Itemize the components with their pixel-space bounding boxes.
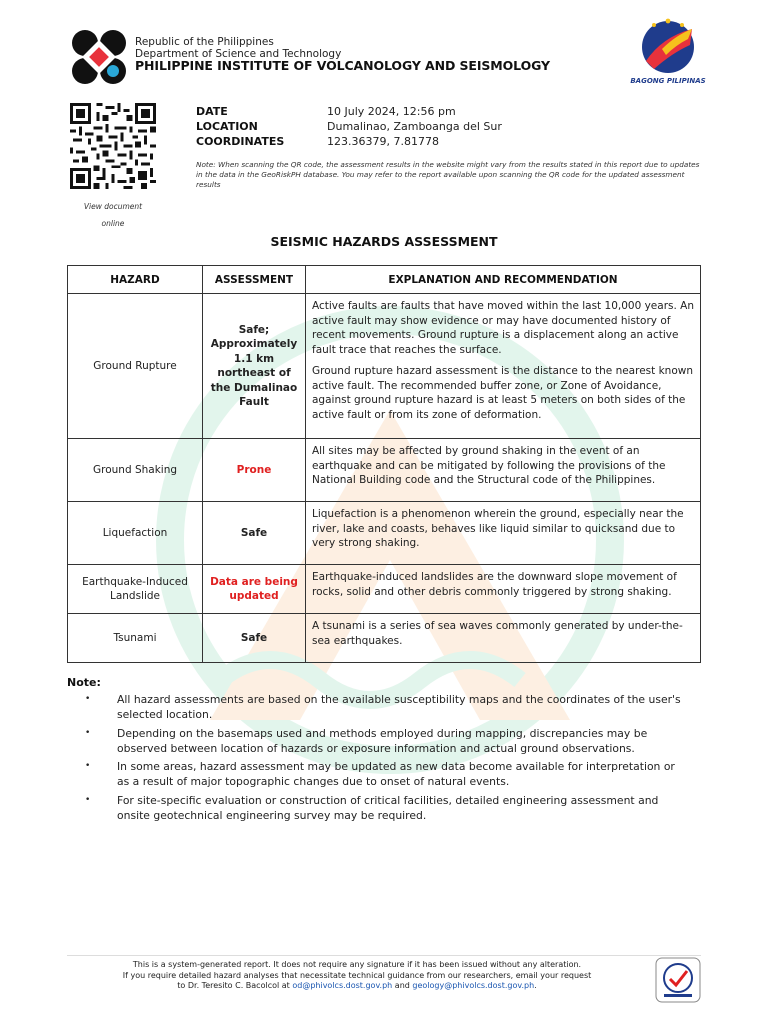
- list-item: [85, 692, 685, 722]
- footer-line3-mid: and: [392, 981, 413, 990]
- note-text: For site-specific evaluation or construction of critical facilities, detailed engineering assessment and onsite geotechnical engineering survey may be required.: [117, 793, 659, 822]
- footer-line3-prefix: to Dr. Teresito C. Bacolcol at: [177, 981, 293, 990]
- explanation-cell: [306, 565, 701, 614]
- agency-department: Department of Science and Technology: [135, 48, 342, 60]
- explanation-paragraph: All sites may be affected by ground shaking in the event of an earthquake and can be mitigated by following the provisions of the National Building code and the Structural code of the Philippines.: [312, 445, 666, 486]
- bullet-icon: •: [85, 694, 91, 704]
- table-row: [68, 439, 701, 502]
- footer-line1: This is a system-generated report. It does not require any signature if it has been issued without any alteration.: [132, 960, 582, 969]
- table-row: [68, 502, 701, 565]
- email-link-geology[interactable]: geology@phivolcs.dost.gov.ph: [412, 981, 535, 990]
- hazards-table: [67, 265, 701, 663]
- explanation-paragraph: Ground rupture hazard assessment is the distance to the nearest known active fault. The recommended buffer zone, or Zone of Avoidance, against ground rupture hazard is at least 5 meters on both sides of the active fault or from its zone of deformation.: [312, 365, 693, 421]
- table-row: [68, 614, 701, 663]
- assessment-cell: Safe: [203, 614, 306, 663]
- assessment-cell: Safe; Approximately 1.1 km northeast of the Dumalinao Fault: [203, 294, 306, 439]
- meta-date-row: [196, 104, 502, 119]
- agency-name: PHILIPPINE INSTITUTE OF VOLCANOLOGY AND SEISMOLOGY: [135, 58, 550, 73]
- explanation-cell: [306, 502, 701, 565]
- note-text: In some areas, hazard assessment may be updated as new data become available for interpretation or as a result of major topographic changes due to onset of natural events.: [117, 760, 675, 788]
- table-row: [68, 565, 701, 614]
- list-item: [85, 726, 685, 756]
- bullet-icon: •: [85, 761, 91, 771]
- explanation-paragraph: A tsunami is a series of sea waves commonly generated by under-the-sea earthquakes.: [312, 620, 683, 647]
- explanation-paragraph: Active faults are faults that have moved within the last 10,000 years. An active fault may show evidence or may have documented history of recent movements. Ground rupture is a displacement along an active fault trace that reaches the surface.: [312, 300, 694, 356]
- meta-location-row: [196, 119, 502, 134]
- explanation-cell: [306, 614, 701, 663]
- explanation-paragraph: Liquefaction is a phenomenon wherein the ground, especially near the river, lake and coasts, behaves like liquid similar to quicksand due to very strong shaking.: [312, 508, 684, 549]
- meta-location-value: Dumalinao, Zamboanga del Sur: [327, 120, 502, 133]
- table-header-row: [68, 266, 701, 294]
- meta-date-value: 10 July 2024, 12:56 pm: [327, 105, 456, 118]
- meta-date-label: DATE: [196, 105, 228, 118]
- qr-caption: [68, 198, 158, 232]
- hazard-cell: Ground Shaking: [68, 439, 203, 502]
- assessment-cell: Prone: [203, 439, 306, 502]
- explanation-cell: [306, 294, 701, 439]
- hazard-cell: Earthquake-Induced Landslide: [68, 565, 203, 614]
- header-assessment: ASSESSMENT: [203, 266, 306, 294]
- bagong-pilipinas-logo: [632, 15, 704, 75]
- note-text: Depending on the basemaps used and methods employed during mapping, discrepancies may be observed between location of hazards or exposure information and actual ground observations.: [117, 726, 648, 755]
- meta-coordinates-row: [196, 134, 502, 149]
- table-row: [68, 294, 701, 439]
- bullet-icon: •: [85, 794, 91, 805]
- hazard-cell: Liquefaction: [68, 502, 203, 565]
- page-title: SEISMIC HAZARDS ASSESSMENT: [270, 234, 498, 249]
- notes-heading: Note:: [67, 676, 101, 689]
- footer-line3-suffix: .: [534, 981, 537, 990]
- agency-country: Republic of the Philippines: [135, 36, 274, 48]
- hazard-cell: Ground Rupture: [68, 294, 203, 439]
- note-text: All hazard assessments are based on the available susceptibility maps and the coordinates of the user's selected location.: [117, 693, 681, 721]
- agency-header: [135, 36, 550, 72]
- meta-coordinates-label: COORDINATES: [196, 135, 285, 148]
- bullet-icon: •: [85, 727, 91, 738]
- hazard-cell: Tsunami: [68, 614, 203, 663]
- footer-line2: If you require detailed hazard analyses that necessitate technical guidance from our researchers, email your request: [122, 970, 592, 980]
- report-meta: [196, 104, 502, 149]
- meta-coordinates-value: 123.36379, 7.81778: [327, 135, 439, 148]
- assessment-cell: Data are being updated: [203, 565, 306, 614]
- explanation-cell: [306, 439, 701, 502]
- qr-caption-line1: View document: [83, 202, 143, 211]
- qr-disclaimer-note: Note: When scanning the QR code, the assessment results in the website might vary from the results stated in this report due to updates in the data in the GeoRiskPH database. You may refer to the report available upon scanning the QR code for the updated assessment results: [196, 160, 700, 189]
- header-hazard: HAZARD: [68, 266, 203, 294]
- email-link-od[interactable]: od@phivolcs.dost.gov.ph: [292, 981, 393, 990]
- explanation-paragraph: Earthquake-induced landslides are the downward slope movement of rocks, solid and other debris commonly triggered by strong shaking.: [312, 571, 677, 598]
- footer: [67, 960, 647, 992]
- assessment-cell: Safe: [203, 502, 306, 565]
- qr-caption-line2: online: [101, 219, 125, 228]
- notes-list: [85, 692, 685, 826]
- footer-line3: [67, 981, 647, 992]
- bagong-pilipinas-label: BAGONG PILIPINAS: [630, 77, 706, 85]
- list-item: [85, 759, 685, 789]
- quality-certification-seal-icon: [655, 957, 701, 1003]
- dost-logo: [70, 28, 128, 86]
- footer-divider: [67, 955, 701, 956]
- list-item: [85, 793, 685, 823]
- header-explanation: EXPLANATION AND RECOMMENDATION: [306, 266, 701, 294]
- qr-code[interactable]: [68, 103, 158, 189]
- meta-location-label: LOCATION: [196, 120, 258, 133]
